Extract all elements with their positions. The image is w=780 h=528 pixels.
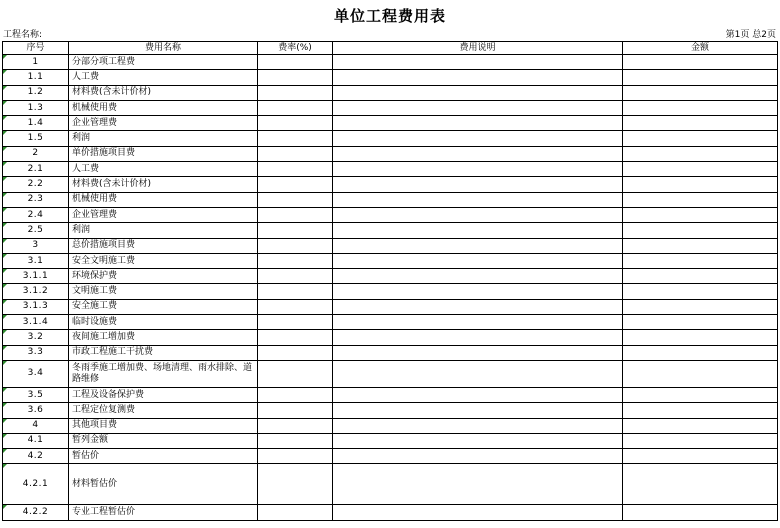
cell-no[interactable]: 2 (3, 146, 69, 161)
column-header-amount[interactable]: 金额 (623, 42, 778, 55)
table-row (3, 253, 778, 268)
cell-rate[interactable] (258, 330, 333, 345)
cell-fee-name[interactable]: 工程定位复测费 (69, 403, 258, 418)
cell-rate[interactable] (258, 345, 333, 360)
cell-amount[interactable] (623, 345, 778, 360)
table-row (3, 403, 778, 418)
cell-rate[interactable] (258, 85, 333, 100)
cell-note[interactable] (333, 238, 623, 253)
cell-rate[interactable] (258, 100, 333, 115)
cell-fee-name[interactable]: 安全施工费 (69, 299, 258, 314)
cell-amount[interactable] (623, 55, 778, 70)
cell-amount[interactable] (623, 207, 778, 222)
cell-amount[interactable] (623, 223, 778, 238)
cell-no[interactable]: 3.6 (3, 403, 69, 418)
cell-fee-name[interactable]: 暂列金额 (69, 433, 258, 448)
table-row (3, 70, 778, 85)
table-row (3, 315, 778, 330)
sheet-title: 单位工程费用表 (333, 7, 446, 25)
cell-no[interactable]: 3.5 (3, 387, 69, 402)
table-row (3, 269, 778, 284)
cell-note[interactable] (333, 70, 623, 85)
cell-fee-name[interactable]: 总价措施项目费 (69, 238, 258, 253)
cell-no[interactable]: 4.2.1 (3, 464, 69, 505)
cell-rate[interactable] (258, 70, 333, 85)
cell-amount[interactable] (623, 177, 778, 192)
cell-note[interactable] (333, 464, 623, 505)
table-row (3, 192, 778, 207)
cell-amount[interactable] (623, 403, 778, 418)
table-row (3, 345, 778, 360)
cell-amount[interactable] (623, 269, 778, 284)
table-row (3, 299, 778, 314)
cell-no[interactable]: 2.3 (3, 192, 69, 207)
cell-rate[interactable] (258, 238, 333, 253)
cell-rate[interactable] (258, 162, 333, 177)
cell-amount[interactable] (623, 330, 778, 345)
cell-fee-name[interactable]: 材料暂估价 (69, 464, 258, 505)
cell-no[interactable]: 3 (3, 238, 69, 253)
cell-rate[interactable] (258, 192, 333, 207)
table-row (3, 238, 778, 253)
cell-rate[interactable] (258, 299, 333, 314)
cell-no[interactable]: 3.1.3 (3, 299, 69, 314)
cell-amount[interactable] (623, 70, 778, 85)
column-header-name[interactable]: 费用名称 (69, 42, 258, 55)
table-row (3, 223, 778, 238)
table-row (3, 116, 778, 131)
cell-no[interactable]: 3.3 (3, 345, 69, 360)
column-header-no[interactable]: 序号 (3, 42, 69, 55)
cell-amount[interactable] (623, 505, 778, 520)
table-row (3, 162, 778, 177)
cell-no[interactable]: 1 (3, 55, 69, 70)
cell-no[interactable]: 1.3 (3, 100, 69, 115)
table-row (3, 55, 778, 70)
cell-note[interactable] (333, 269, 623, 284)
cell-no[interactable]: 3.1.2 (3, 284, 69, 299)
cell-note[interactable] (333, 162, 623, 177)
cell-fee-name[interactable]: 安全文明施工费 (69, 253, 258, 268)
cell-rate[interactable] (258, 449, 333, 464)
cell-fee-name[interactable]: 利润 (69, 131, 258, 146)
cell-amount[interactable] (623, 464, 778, 505)
cell-amount[interactable] (623, 162, 778, 177)
table-row (3, 131, 778, 146)
cell-no[interactable]: 4 (3, 418, 69, 433)
table-row (3, 449, 778, 464)
cell-note[interactable] (333, 403, 623, 418)
table-row (3, 146, 778, 161)
cell-amount[interactable] (623, 299, 778, 314)
cell-note[interactable] (333, 177, 623, 192)
cell-fee-name[interactable]: 企业管理费 (69, 116, 258, 131)
cell-note[interactable] (333, 146, 623, 161)
cell-note[interactable] (333, 100, 623, 115)
cell-rate[interactable] (258, 131, 333, 146)
cell-fee-name[interactable]: 其他项目费 (69, 418, 258, 433)
cell-rate[interactable] (258, 284, 333, 299)
cell-no[interactable]: 3.1.1 (3, 269, 69, 284)
cell-no[interactable]: 2.5 (3, 223, 69, 238)
cell-no[interactable]: 4.2.2 (3, 505, 69, 520)
cell-rate[interactable] (258, 315, 333, 330)
cell-fee-name[interactable]: 夜间施工增加费 (69, 330, 258, 345)
cell-no[interactable]: 3.4 (3, 360, 69, 387)
cell-fee-name[interactable]: 企业管理费 (69, 207, 258, 222)
cell-amount[interactable] (623, 315, 778, 330)
cell-fee-name[interactable]: 分部分项工程费 (69, 55, 258, 70)
page-info: 第1页 总2页 (725, 30, 776, 40)
cell-rate[interactable] (258, 177, 333, 192)
cell-rate[interactable] (258, 464, 333, 505)
fee-table (2, 41, 778, 521)
cell-fee-name[interactable]: 专业工程暂估价 (69, 505, 258, 520)
cell-amount[interactable] (623, 284, 778, 299)
cell-fee-name[interactable]: 材料费(含未计价材) (69, 177, 258, 192)
cell-note[interactable] (333, 299, 623, 314)
cell-rate[interactable] (258, 360, 333, 387)
cell-rate[interactable] (258, 403, 333, 418)
cell-rate[interactable] (258, 387, 333, 402)
cell-amount[interactable] (623, 449, 778, 464)
cell-fee-name[interactable]: 材料费(含未计价材) (69, 85, 258, 100)
cell-fee-name[interactable]: 机械使用费 (69, 100, 258, 115)
cell-no[interactable]: 2.1 (3, 162, 69, 177)
cell-amount[interactable] (623, 418, 778, 433)
cell-no[interactable]: 3.1 (3, 253, 69, 268)
table-row (3, 284, 778, 299)
column-header-note[interactable]: 费用说明 (333, 42, 623, 55)
cell-fee-name[interactable]: 单价措施项目费 (69, 146, 258, 161)
cell-amount[interactable] (623, 192, 778, 207)
cell-note[interactable] (333, 360, 623, 387)
table-row (3, 177, 778, 192)
cell-fee-name[interactable]: 人工费 (69, 162, 258, 177)
cell-fee-name[interactable]: 暂估价 (69, 449, 258, 464)
project-name-label: 工程名称: (3, 30, 43, 40)
cell-fee-name[interactable]: 文明施工费 (69, 284, 258, 299)
cell-rate[interactable] (258, 223, 333, 238)
cell-rate[interactable] (258, 207, 333, 222)
cell-note[interactable] (333, 315, 623, 330)
cell-rate[interactable] (258, 116, 333, 131)
table-row (3, 360, 778, 387)
table-row (3, 433, 778, 448)
cell-fee-name[interactable]: 环境保护费 (69, 269, 258, 284)
cell-rate[interactable] (258, 418, 333, 433)
cell-note[interactable] (333, 55, 623, 70)
cell-fee-name[interactable]: 冬雨季施工增加费、场地清理、雨水排除、道路维修 (69, 360, 258, 387)
cell-rate[interactable] (258, 269, 333, 284)
column-header-rate[interactable]: 费率(%) (258, 42, 333, 55)
cell-fee-name[interactable]: 机械使用费 (69, 192, 258, 207)
table-row (3, 418, 778, 433)
cell-rate[interactable] (258, 433, 333, 448)
table-header-row (3, 42, 778, 55)
cell-note[interactable] (333, 192, 623, 207)
table-row (3, 85, 778, 100)
cell-fee-name[interactable]: 利润 (69, 223, 258, 238)
cell-amount[interactable] (623, 387, 778, 402)
cell-amount[interactable] (623, 85, 778, 100)
cell-note[interactable] (333, 345, 623, 360)
cell-note[interactable] (333, 387, 623, 402)
cell-rate[interactable] (258, 146, 333, 161)
cell-fee-name[interactable]: 工程及设备保护费 (69, 387, 258, 402)
cell-fee-name[interactable]: 市政工程施工干扰费 (69, 345, 258, 360)
cell-amount[interactable] (623, 116, 778, 131)
cell-amount[interactable] (623, 100, 778, 115)
cell-note[interactable] (333, 418, 623, 433)
cell-fee-name[interactable]: 人工费 (69, 70, 258, 85)
cell-no[interactable]: 4.1 (3, 433, 69, 448)
cell-note[interactable] (333, 433, 623, 448)
cell-amount[interactable] (623, 253, 778, 268)
cell-note[interactable] (333, 131, 623, 146)
cell-no[interactable]: 1.5 (3, 131, 69, 146)
cell-rate[interactable] (258, 505, 333, 520)
cell-no[interactable]: 2.2 (3, 177, 69, 192)
table-row (3, 505, 778, 520)
cell-amount[interactable] (623, 360, 778, 387)
cell-note[interactable] (333, 223, 623, 238)
cell-no[interactable]: 3.2 (3, 330, 69, 345)
cell-no[interactable]: 2.4 (3, 207, 69, 222)
table-row (3, 330, 778, 345)
table-body (3, 55, 778, 521)
cell-fee-name[interactable]: 临时设施费 (69, 315, 258, 330)
cell-amount[interactable] (623, 146, 778, 161)
cell-rate[interactable] (258, 55, 333, 70)
cell-no[interactable]: 3.1.4 (3, 315, 69, 330)
table-row (3, 387, 778, 402)
cell-amount[interactable] (623, 238, 778, 253)
cell-note[interactable] (333, 85, 623, 100)
table-row (3, 100, 778, 115)
cell-note[interactable] (333, 330, 623, 345)
table-row (3, 464, 778, 505)
cell-amount[interactable] (623, 433, 778, 448)
cell-rate[interactable] (258, 253, 333, 268)
cell-no[interactable]: 4.2 (3, 449, 69, 464)
cell-amount[interactable] (623, 131, 778, 146)
cell-no[interactable]: 1.1 (3, 70, 69, 85)
cell-note[interactable] (333, 284, 623, 299)
cell-note[interactable] (333, 116, 623, 131)
table-row (3, 207, 778, 222)
cell-no[interactable]: 1.2 (3, 85, 69, 100)
cell-note[interactable] (333, 253, 623, 268)
cell-note[interactable] (333, 505, 623, 520)
cell-note[interactable] (333, 207, 623, 222)
cell-note[interactable] (333, 449, 623, 464)
cell-no[interactable]: 1.4 (3, 116, 69, 131)
